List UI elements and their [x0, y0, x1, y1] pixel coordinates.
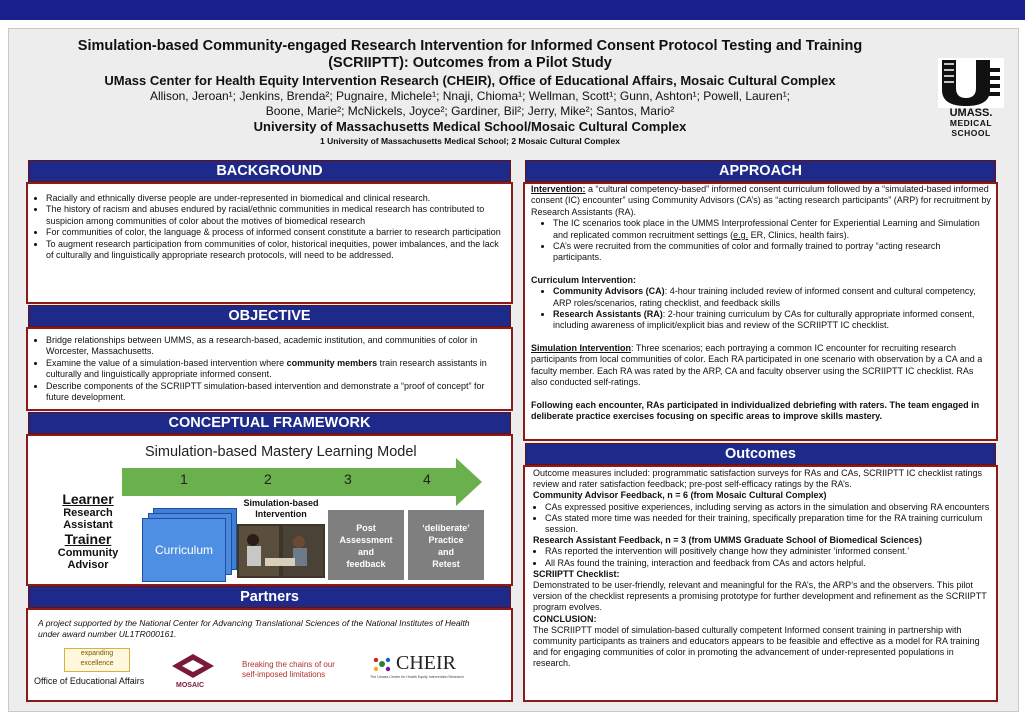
poster-header — [20, 38, 920, 147]
list-item: • Bridge relationships between UMMS, as a research-based, academic institution, and communities of color in Worcester, Massachusetts. — [46, 335, 505, 358]
list-item: • To augment research participation from communities of color, historical inequities, power imbalances, and the lack of culturally and linguistically appropriate research protocols, will need to be addressed. — [46, 239, 505, 262]
list-item: • Racially and ethnically diverse people are under-represented in biomedical and clinical research. — [46, 193, 505, 204]
outcomes-content — [533, 468, 991, 670]
learner-label: Learner Research Assistant Trainer Community Advisor — [57, 491, 119, 571]
funding-note: A project supported by the National Center for Advancing Translational Sciences of the National Institutes of Health under award number UL1TR000161. — [38, 618, 470, 639]
list-item: • Research Assistants (RA): 2-hour training curriculum by CAs for culturally appropriate informed consent, including awareness of implicit/explicit bias and review of the SCRIIPTT IC checklist. — [553, 309, 991, 332]
step-number: 2 — [264, 471, 272, 487]
list-item: • CA’s were recruited from the communities of color and formally trained to portray “acting research participants. — [553, 241, 991, 264]
objective-list — [34, 335, 505, 403]
conclusion-heading: CONCLUSION: — [533, 613, 597, 624]
mosaic-label: MOSAIC — [176, 682, 204, 689]
list-item: • All RAs found the training, interaction and feedback from CAs and actors helpful. — [545, 558, 991, 569]
outcomes-intro: Outcome measures included: programmatic satisfaction surveys for RAs and CAs, SCRIIPTT IC checklist ratings review and rater satisfaction feedback; pre-post self-efficacy ratings by the RA’s. — [533, 468, 982, 490]
background-heading: BACKGROUND — [28, 160, 511, 182]
mosaic-tagline: Breaking the chains of our self-imposed limitations — [242, 660, 335, 679]
list-item: • For communities of color, the language & process of informed consent constitute a barrier to research participation — [46, 227, 505, 238]
model-title: Simulation-based Mastery Learning Model — [145, 444, 417, 460]
oea-label: Office of Educational Affairs — [34, 676, 145, 686]
partners-heading: Partners — [28, 586, 511, 608]
university-line: University of Massachusetts Medical School/Mosaic Cultural Complex — [253, 119, 687, 134]
objective-panel — [26, 327, 513, 411]
list-item: • RAs reported the intervention will positively change how they administer ‘informed consent.’ — [545, 546, 991, 557]
conclusion-text: The SCRIIPTT model of simulation-based culturally competent Informed consent training in partnership with community participants as trainers and educators appears to be feasible and effective as a model for RA training and for engaging communities of color in promoting the advancement of under-represented populations in research. — [533, 624, 980, 669]
intervention-list — [531, 218, 991, 264]
cheir-star-icon — [372, 654, 392, 674]
post-assessment-box: Post Assessment and feedback — [328, 510, 404, 580]
list-item: • The history of racism and abuses endured by racial/ethnic communities in medical research has contributed to suspicion among communities of color about the motives of biomedical research — [46, 204, 505, 227]
step-number: 1 — [180, 471, 188, 487]
step-number: 3 — [344, 471, 352, 487]
framework-heading: CONCEPTUAL FRAMEWORK — [28, 412, 511, 434]
list-item: • Examine the value of a simulation-based intervention where community members train research assistants in culturally and linguistically appropriate informed consent. — [46, 358, 505, 381]
simulation-label: Simulation-based Intervention — [243, 498, 319, 519]
outcomes-heading: Outcomes — [525, 443, 996, 465]
affiliations-line: 1 University of Massachusetts Medical School; 2 Mosaic Cultural Complex — [320, 136, 620, 146]
simulation-paragraph: Simulation Intervention: Three scenarios; each portraying a common IC encounter for recruiting research participants from local communities of color. Each RA participated in one scenario with observation by a CA and a faculty member. Each RA was rated by the ARP, CA and faculty observer using the SCRIIPTT IC checklist. RAs also conducted self-ratings. — [531, 342, 983, 388]
step-number: 4 — [423, 471, 431, 487]
curriculum-heading: Curriculum Intervention: — [531, 274, 637, 285]
mosaic-logo-icon — [170, 652, 216, 682]
deliberate-practice-box: ‘deliberate’ Practice and Retest — [408, 510, 484, 580]
curriculum-box: Curriculum — [142, 518, 226, 582]
list-item: • CAs stated more time was needed for their training, specifically preparation time for the RA training curriculum session. — [545, 513, 991, 535]
top-banner — [0, 0, 1025, 20]
approach-content — [531, 184, 991, 422]
ca-feedback-list — [533, 502, 991, 536]
cheir-sublabel: The Umass Center for Health Equity Intervention Research — [370, 675, 464, 679]
ra-feedback-heading: Research Assistant Feedback, n = 3 (from UMMS Graduate School of Biomedical Sciences) — [533, 535, 923, 546]
poster-title-line2: (SCRIIPTT): Outcomes from a Pilot Study — [328, 55, 612, 71]
list-item: • The IC scenarios took place in the UMMS Interprofessional Center for Experiential Learning and Simulation and replicated common recruitment settings (e.g. ER, Clinics, health fairs). — [553, 218, 991, 241]
checklist-text: Demonstrated to be user-friendly, relevant and meaningful for the RA’s, the ARP’s and the observers. This pilot version of the checklist represents a promising prototype for further development and refinement as the SCRIIPTT program evolves. — [533, 580, 987, 613]
list-item: • Describe components of the SCRIIPTT simulation-based intervention and demonstrate a “proof of concept” for future development. — [46, 381, 505, 404]
poster-title-line1: Simulation-based Community-engaged Research Intervention for Informed Consent Protocol Testing and Training — [77, 38, 863, 54]
ca-feedback-heading: Community Advisor Feedback, n = 6 (from Mosaic Cultural Complex) — [533, 490, 827, 501]
background-list — [34, 193, 505, 261]
checklist-heading: SCRIIPTT Checklist: — [533, 568, 620, 579]
list-item: • CAs expressed positive experiences, including serving as actors in the simulation and observing RA encounters — [545, 502, 991, 513]
cheir-label: CHEIR — [396, 652, 456, 674]
debrief-paragraph: Following each encounter, RAs participated in individualized debriefing with raters. The team engaged in deliberate practice exercises focusing on specific areas to improve skills mastery. — [531, 399, 980, 421]
authors-line2: Boone, Marie²; McNickels, Joyce²; Gardiner, Bil²; Jerry, Mike²; Santos, Mario² — [265, 104, 675, 118]
authors-line1: Allison, Jeroan¹; Jenkins, Brenda²; Pugnaire, Michele¹; Nnaji, Chioma¹; Wellman, Scott¹; Gunn, Ashton¹; Powell, Lauren¹; — [149, 89, 791, 103]
umass-logo-icon — [938, 58, 1004, 108]
objective-heading: OBJECTIVE — [28, 305, 511, 327]
simulation-photo-icon — [237, 524, 325, 578]
ra-feedback-list — [533, 546, 991, 568]
approach-heading: APPROACH — [525, 160, 996, 182]
umass-wordmark: UMASS. MEDICAL SCHOOL — [949, 107, 993, 138]
list-item: • Community Advisors (CA): 4-hour training included review of informed consent and cultural competency, ARP roles/scenarios, rating checklist, and feedback skills — [553, 286, 991, 309]
poster-subtitle: UMass Center for Health Equity Intervention Research (CHEIR), Office of Educational Affairs, Mosaic Cultural Complex — [104, 73, 836, 88]
intervention-paragraph: Intervention: a “cultural competency-based” informed consent curriculum followed by a “simulated-based informed consent (IC) encounter” using Community Advisors (CA’s) as “acting research participants” (ARP) for recruitment by Research Assistants (RA). — [531, 184, 991, 217]
curriculum-list — [531, 286, 991, 332]
oea-logo: expanding excellence — [64, 648, 130, 672]
background-panel — [26, 182, 513, 304]
